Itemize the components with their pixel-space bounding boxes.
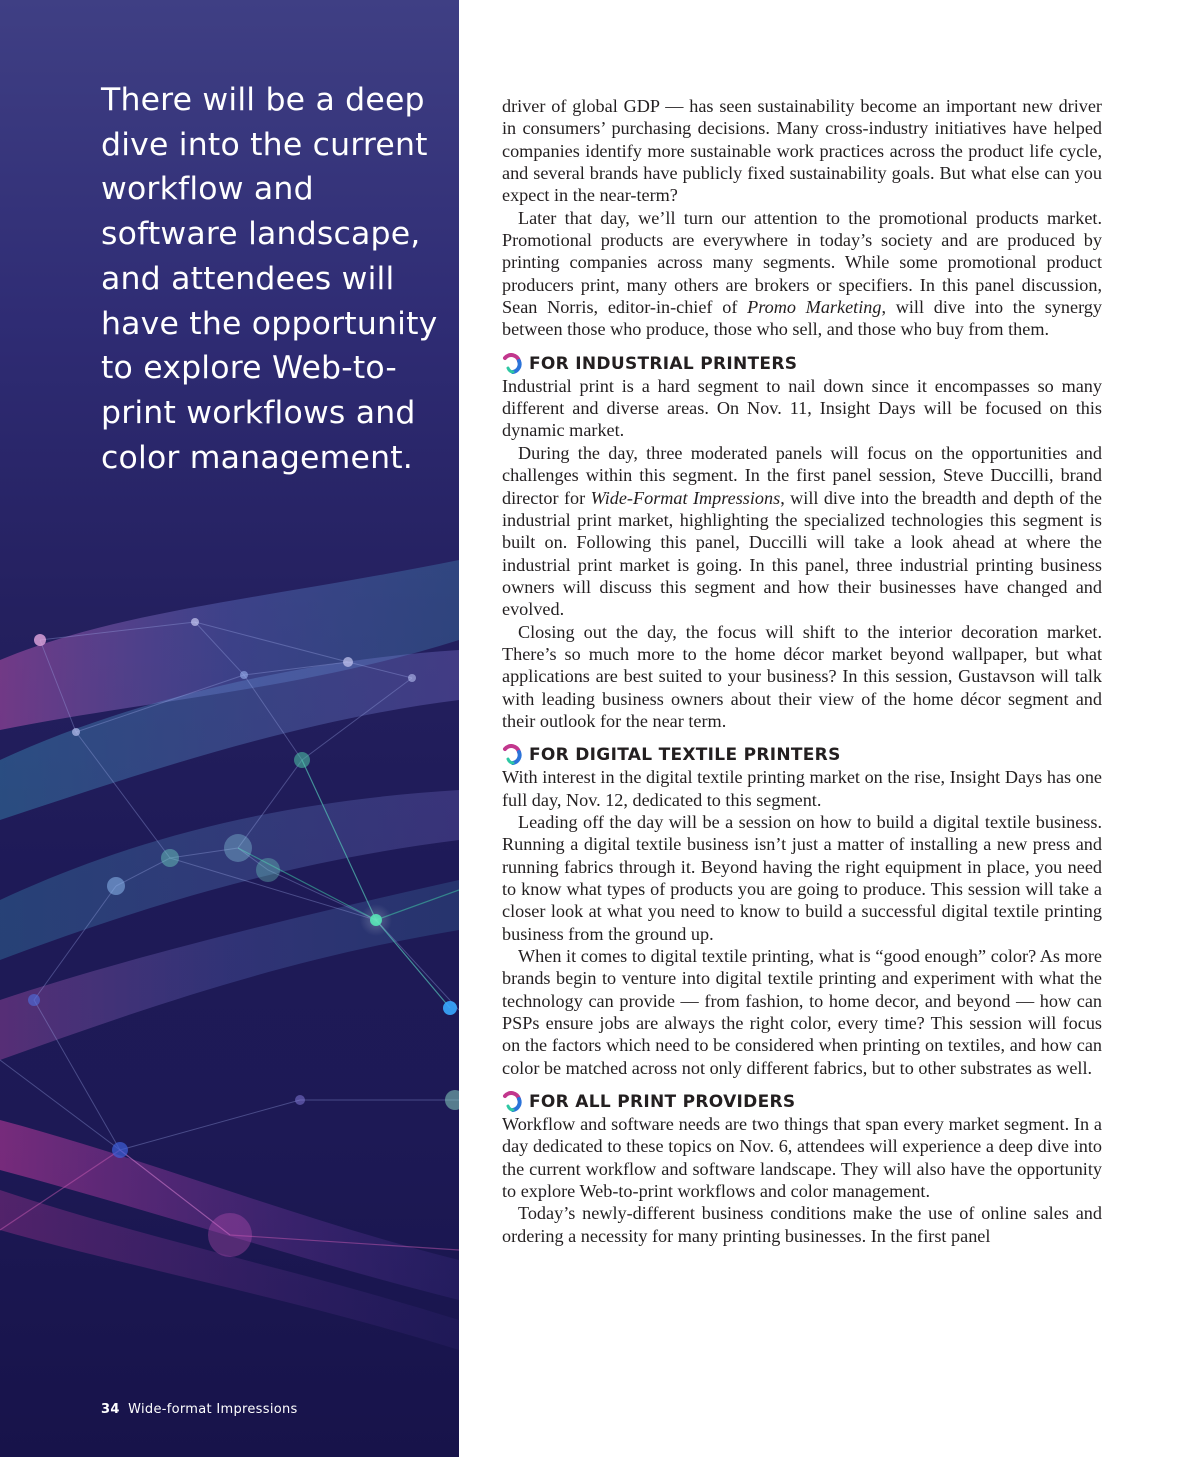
heading-text: FOR DIGITAL TEXTILE PRINTERS <box>529 745 841 766</box>
pull-quote: There will be a deep dive into the current workflow and software landscape, and attendees will have the opportunity to explore Web-to-print workflows and color management. <box>101 82 438 476</box>
swirl-bullet-icon <box>501 1091 523 1113</box>
heading-text: FOR ALL PRINT PROVIDERS <box>529 1092 796 1113</box>
paragraph-text: Later that day, we’ll turn our attention to the promotional products market. Promotional products are everywhere in today’s society and are produced by printing companies across many segments. While some promotional product producers print, many others are brokers or specifiers. In this panel discussion, Sean Norris, editor-in-chief of <box>502 207 1102 318</box>
article-paragraph <box>502 442 1102 621</box>
article-paragraph: driver of global GDP — has seen sustainability become an important new driver in consumers’ purchasing decisions. Many cross-industry initiatives have helped companies identify more sustainable work practices across the product life cycle, and several brands have publicly fixed sustainability goals. But what else can you expect in the near-term? <box>502 96 1102 206</box>
article-paragraph: Workflow and software needs are two things that span every market segment. In a day dedicated to these topics on Nov. 6, attendees will experience a deep dive into the current workflow and software landscape. They will also have the opportunity to explore Web-to-print workflows and color management. <box>502 1114 1102 1202</box>
section-heading-textile <box>502 744 1102 766</box>
section-heading-industrial <box>502 353 1102 375</box>
publication-title-italic: Wide-Format Impressions <box>590 487 781 508</box>
page-footer <box>101 1402 298 1417</box>
swirl-bullet-icon <box>501 744 523 766</box>
article-paragraph <box>502 207 1102 341</box>
article-paragraph: Industrial print is a hard segment to nail down since it encompasses so many different and diverse areas. On Nov. 11, Insight Days will be focused on this dynamic market. <box>502 375 1102 441</box>
article-paragraph: With interest in the digital textile printing market on the rise, Insight Days has one full day, Nov. 12, dedicated to this segment. <box>502 767 1102 810</box>
sidebar-panel <box>0 0 459 1457</box>
publication-name: Wide-format Impressions <box>128 1402 298 1417</box>
heading-text: FOR INDUSTRIAL PRINTERS <box>529 353 798 374</box>
paragraph-text: During the day, three moderated panels will focus on the opportunities and challenges within this segment. In the first panel session, Steve Duccilli, brand director for <box>502 442 1102 508</box>
article-paragraph: Leading off the day will be a session on how to build a digital textile business. Running a digital textile business isn’t just a matter of installing a new press and running fabrics through it. Beyond having the right equipment in place, you need to know what types of products you are going to produce. This session will take a closer look at what you need to know to build a successful digital textile printing business from the ground up. <box>502 811 1102 944</box>
paragraph-text: , will dive into the breadth and depth of the industrial print market, highlighting the specialized technologies this segment is built on. Following this panel, Duccilli will take a look ahead at where the industrial print market is going. In this panel, three industrial printing business owners will discuss this segment and how their businesses have changed and evolved. <box>502 487 1103 620</box>
publication-title-italic: Promo Marketing <box>747 297 882 318</box>
page-number: 34 <box>101 1402 120 1417</box>
article-paragraph: Today’s newly-different business conditions make the use of online sales and ordering a necessity for many printing businesses. In the first panel <box>502 1203 1102 1246</box>
article-paragraph: When it comes to digital textile printing, what is “good enough” color? As more brands begin to venture into digital textile printing and experiment with what the technology can provide — from fashion, to home decor, and beyond — how can PSPs ensure jobs are always the right color, every time? This session will focus on the factors which need to be considered when printing on textiles, and how can color be matched across not only different fabrics, but to other substrates as well. <box>502 946 1102 1078</box>
article-body <box>502 95 1102 1247</box>
article-paragraph: Closing out the day, the focus will shift to the interior decoration market. There’s so much more to the home décor market beyond wallpaper, but what applications are best suited to your business? In this session, Gustavson will talk with leading business owners about their view of the home décor segment and their outlook for the near term. <box>502 621 1102 731</box>
section-heading-all-providers <box>502 1091 1102 1113</box>
swirl-bullet-icon <box>501 353 523 375</box>
paragraph-text: , will dive into the synergy between those who produce, those who sell, and those who buy from them. <box>502 297 1102 340</box>
